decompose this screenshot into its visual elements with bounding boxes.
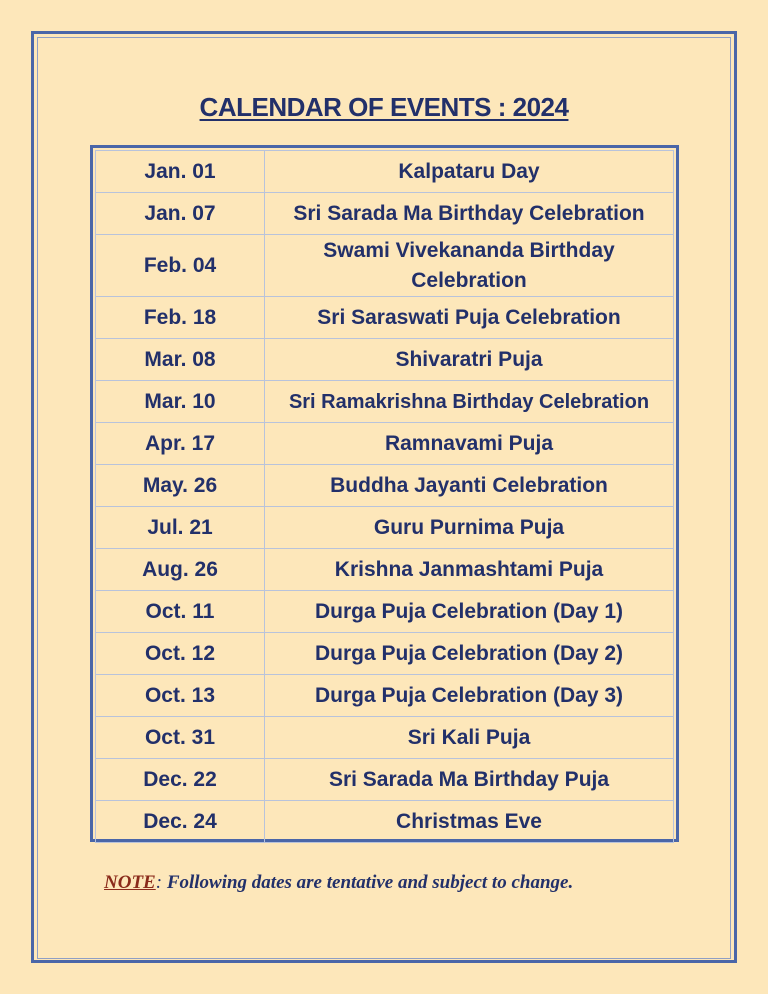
event-name: Swami Vivekananda Birthday Celebration bbox=[265, 235, 674, 297]
event-date: Mar. 08 bbox=[96, 339, 265, 381]
event-date: Jul. 21 bbox=[96, 507, 265, 549]
events-table bbox=[95, 150, 674, 843]
event-date: Apr. 17 bbox=[96, 423, 265, 465]
page-title-text: CALENDAR OF EVENTS : 2024 bbox=[199, 92, 569, 122]
event-name: Buddha Jayanti Celebration bbox=[265, 465, 674, 507]
event-name: Durga Puja Celebration (Day 2) bbox=[265, 633, 674, 675]
table-row bbox=[96, 675, 674, 717]
table-row bbox=[96, 339, 674, 381]
event-date: Oct. 11 bbox=[96, 591, 265, 633]
note-separator: : bbox=[155, 872, 163, 893]
footnote bbox=[104, 872, 573, 894]
note-text: Following dates are tentative and subject to change. bbox=[162, 872, 574, 893]
event-name: Sri Saraswati Puja Celebration bbox=[265, 297, 674, 339]
event-date: Mar. 10 bbox=[96, 381, 265, 423]
table-row bbox=[96, 465, 674, 507]
table-row bbox=[96, 151, 674, 193]
event-date: Oct. 13 bbox=[96, 675, 265, 717]
event-name: Sri Sarada Ma Birthday Celebration bbox=[265, 193, 674, 235]
table-row bbox=[96, 591, 674, 633]
table-row bbox=[96, 297, 674, 339]
event-date: Dec. 24 bbox=[96, 801, 265, 843]
events-table-body bbox=[96, 151, 674, 843]
event-name: Sri Sarada Ma Birthday Puja bbox=[265, 759, 674, 801]
events-table-frame bbox=[90, 145, 679, 842]
event-date: Feb. 04 bbox=[96, 235, 265, 297]
page-title bbox=[0, 92, 768, 123]
event-name: Sri Ramakrishna Birthday Celebration bbox=[265, 381, 674, 423]
table-row bbox=[96, 759, 674, 801]
table-row bbox=[96, 549, 674, 591]
table-row bbox=[96, 633, 674, 675]
event-name: Guru Purnima Puja bbox=[265, 507, 674, 549]
event-name: Krishna Janmashtami Puja bbox=[265, 549, 674, 591]
event-name: Sri Kali Puja bbox=[265, 717, 674, 759]
table-row bbox=[96, 193, 674, 235]
event-name: Shivaratri Puja bbox=[265, 339, 674, 381]
table-row bbox=[96, 801, 674, 843]
event-name: Durga Puja Celebration (Day 3) bbox=[265, 675, 674, 717]
note-label: NOTE bbox=[104, 872, 156, 893]
table-row bbox=[96, 423, 674, 465]
event-date: Aug. 26 bbox=[96, 549, 265, 591]
table-row bbox=[96, 717, 674, 759]
event-name: Durga Puja Celebration (Day 1) bbox=[265, 591, 674, 633]
event-date: May. 26 bbox=[96, 465, 265, 507]
table-row bbox=[96, 381, 674, 423]
event-name: Ramnavami Puja bbox=[265, 423, 674, 465]
event-date: Feb. 18 bbox=[96, 297, 265, 339]
event-date: Jan. 07 bbox=[96, 193, 265, 235]
event-date: Oct. 12 bbox=[96, 633, 265, 675]
event-name: Kalpataru Day bbox=[265, 151, 674, 193]
event-date: Jan. 01 bbox=[96, 151, 265, 193]
table-row bbox=[96, 507, 674, 549]
event-name: Christmas Eve bbox=[265, 801, 674, 843]
table-row bbox=[96, 235, 674, 297]
event-date: Dec. 22 bbox=[96, 759, 265, 801]
event-date: Oct. 31 bbox=[96, 717, 265, 759]
